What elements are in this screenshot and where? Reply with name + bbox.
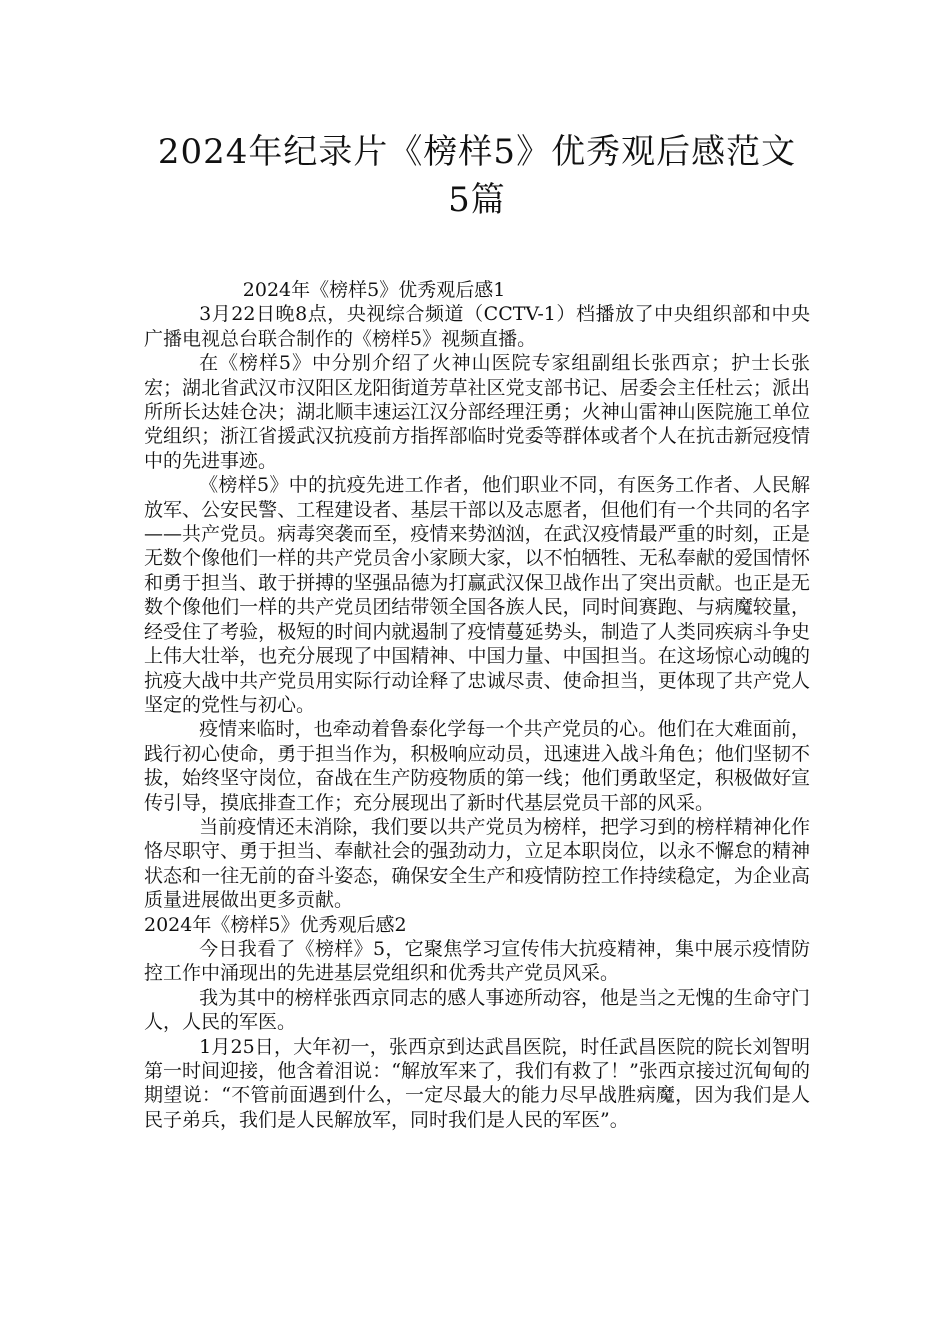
document-title: 2024年纪录片《榜样5》优秀观后感范文5篇 (157, 132, 797, 220)
paragraph: 《榜样5》中的抗疫先进工作者，他们职业不同，有医务工作者、人民解放军、公安民警、工程建设者、基层干部以及志愿者，但他们有一个共同的名字——共产党员。病毒突袭而至，疫情来势汹汹，在武汉疫情最严重的时刻，正是无数个像他们一样的共产党员舍小家顾大家，以不怕牺牲、无私奉献的爱国情怀和勇于担当、敢于拼搏的坚强品德为打赢武汉保卫战作出了突出贡献。也正是无数个像他们一样的共产党员团结带领全国各族人民，同时间赛跑、与病魔较量，经受住了考验，极短的时间内就遏制了疫情蔓延势头，制造了人类同疾病斗争史上伟大壮举，也充分展现了中国精神、中国力量、中国担当。在这场惊心动魄的抗疫大战中共产党员用实际行动诠释了忠诚尽责、使命担当，更体现了共产党人坚定的党性与初心。 (144, 474, 810, 716)
paragraph: 当前疫情还未消除，我们要以共产党员为榜样，把学习到的榜样精神化作恪尽职守、勇于担当、奉献社会的强劲动力，立足本职岗位，以永不懈怠的精神状态和一往无前的奋斗姿态，确保安全生产和疫情防控工作持续稳定，为企业高质量进展做出更多贡献。 (144, 815, 810, 912)
paragraph: 3月22日晚8点，央视综合频道（CCTV-1）档播放了中央组织部和中央广播电视总台联合制作的《榜样5》视频直播。 (144, 303, 810, 350)
section-heading-2: 2024年《榜样5》优秀观后感2 (144, 913, 407, 936)
paragraph: 今日我看了《榜样》5，它聚焦学习宣传伟大抗疫精神，集中展示疫情防控工作中涌现出的先进基层党组织和优秀共产党员风采。 (144, 937, 810, 985)
paragraph: 1月25日，大年初一，张西京到达武昌医院，时任武昌医院的院长刘智明第一时间迎接，他含着泪说：“解放军来了，我们有救了！”张西京接过沉甸甸的期望说：“不管前面遇到什么，一定尽最大的能力尽早战胜病魔，因为我们是人民子弟兵，我们是人民解放军，同时我们是人民的军医”。 (144, 1035, 810, 1131)
paragraph: 我为其中的榜样张西京同志的感人事迹所动容，他是当之无愧的生命守门人，人民的军医。 (144, 986, 810, 1034)
section-heading-1: 2024年《榜样5》优秀观后感1 (242, 279, 506, 301)
paragraph: 疫情来临时，也牵动着鲁泰化学每一个共产党员的心。他们在大难面前，践行初心使命，勇于担当作为，积极响应动员，迅速进入战斗角色；他们坚韧不拔，始终坚守岗位，奋战在生产防疫物质的第一线；他们勇敢坚定，积极做好宣传引导，摸底排查工作；充分展现出了新时代基层党员干部的风采。 (144, 718, 810, 814)
paragraph: 在《榜样5》中分别介绍了火神山医院专家组副组长张西京；护士长张宏；湖北省武汉市汉阳区龙阳街道芳草社区党支部书记、居委会主任杜云；派出所所长达娃仓决；湖北顺丰速运江汉分部经理汪勇；火神山雷神山医院施工单位党组织；浙江省援武汉抗疫前方指挥部临时党委等群体或者个人在抗击新冠疫情中的先进事迹。 (144, 352, 810, 472)
document-body (144, 278, 810, 1132)
document-page (144, 128, 810, 1132)
